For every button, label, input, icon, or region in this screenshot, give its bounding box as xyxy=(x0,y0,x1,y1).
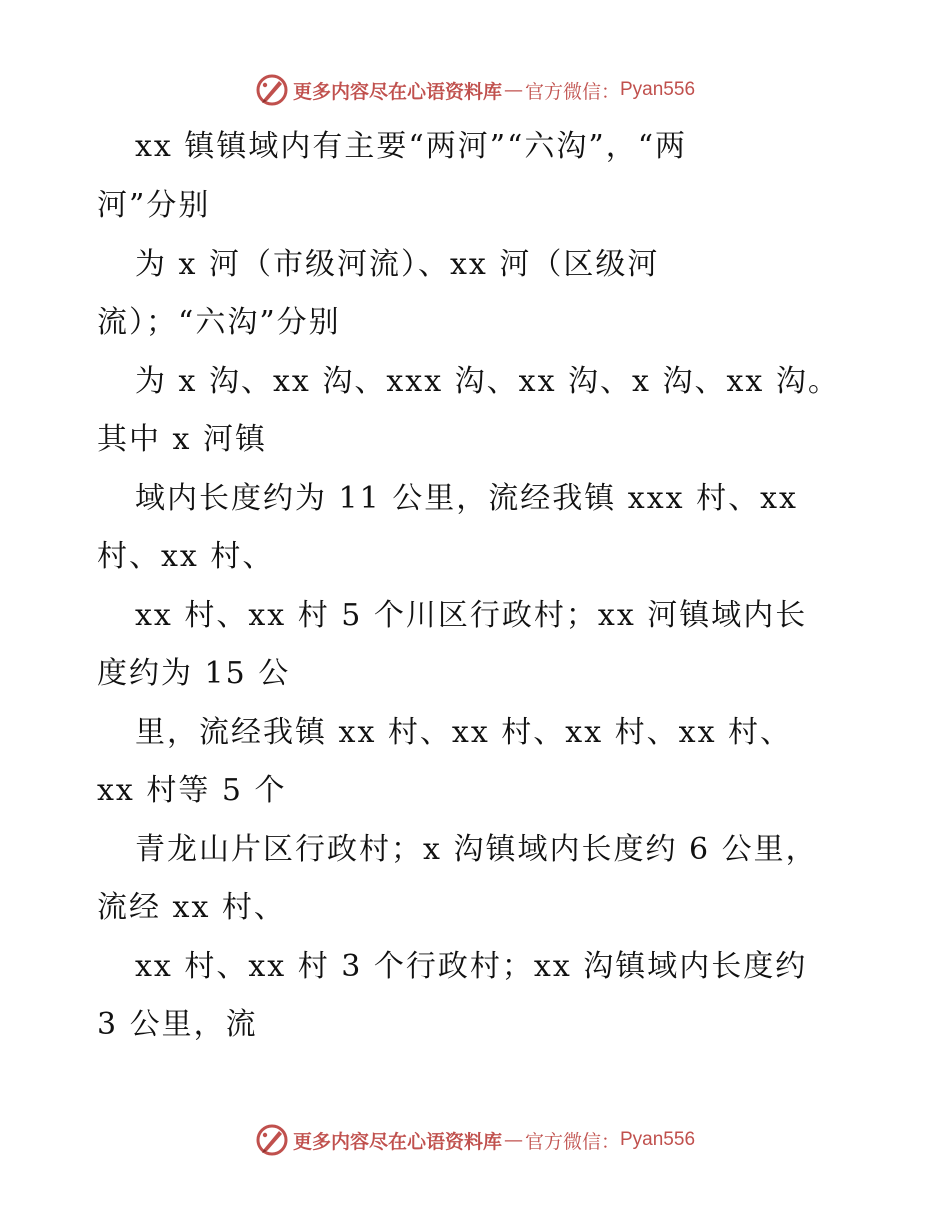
banner-separator: — xyxy=(503,1129,523,1151)
banner-wechat-id: Pyan556 xyxy=(620,1129,696,1150)
body-line: xx 村、xx 村 3 个行政村；xx 沟镇域内长度约 xyxy=(135,949,808,984)
quill-pen-logo-icon xyxy=(255,1123,289,1157)
body-line: xx 村等 5 个 xyxy=(97,773,287,808)
body-line: 其中 x 河镇 xyxy=(97,422,267,457)
body-line: 为 x 沟、xx 沟、xxx 沟、xx 沟、x 沟、xx 沟。 xyxy=(135,364,840,399)
footer-banner xyxy=(0,1120,950,1160)
body-line: 流经 xx 村、 xyxy=(97,890,286,925)
banner-site-text: 更多内容尽在心语资料库 xyxy=(292,80,502,103)
quill-pen-logo-icon xyxy=(255,73,289,107)
body-line: 村、xx 村、 xyxy=(97,539,275,574)
banner-wechat-label: 官方微信： xyxy=(524,1130,620,1153)
banner-site-text: 更多内容尽在心语资料库 xyxy=(292,1130,502,1153)
banner-wechat-label: 官方微信： xyxy=(524,80,620,103)
body-line: 河”分别 xyxy=(97,188,211,223)
body-line: 里，流经我镇 xx 村、xx 村、xx 村、xx 村、 xyxy=(135,715,793,750)
banner-wechat-id: Pyan556 xyxy=(620,79,696,100)
body-line: 3 公里，流 xyxy=(97,1007,258,1042)
body-line: 青龙山片区行政村；x 沟镇域内长度约 6 公里， xyxy=(135,832,818,867)
body-line: xx 镇镇域内有主要“两河”“六沟”，“两 xyxy=(135,129,688,164)
body-line: 为 x 河（市级河流）、xx 河（区级河 xyxy=(135,247,660,282)
body-line: 度约为 15 公 xyxy=(97,656,291,691)
header-banner xyxy=(0,70,950,110)
body-line: xx 村、xx 村 5 个川区行政村；xx 河镇域内长 xyxy=(135,598,808,633)
banner-separator: — xyxy=(503,79,523,101)
body-line: 域内长度约为 11 公里，流经我镇 xxx 村、xx xyxy=(135,481,798,516)
body-line: 流）；“六沟”分别 xyxy=(97,305,341,340)
